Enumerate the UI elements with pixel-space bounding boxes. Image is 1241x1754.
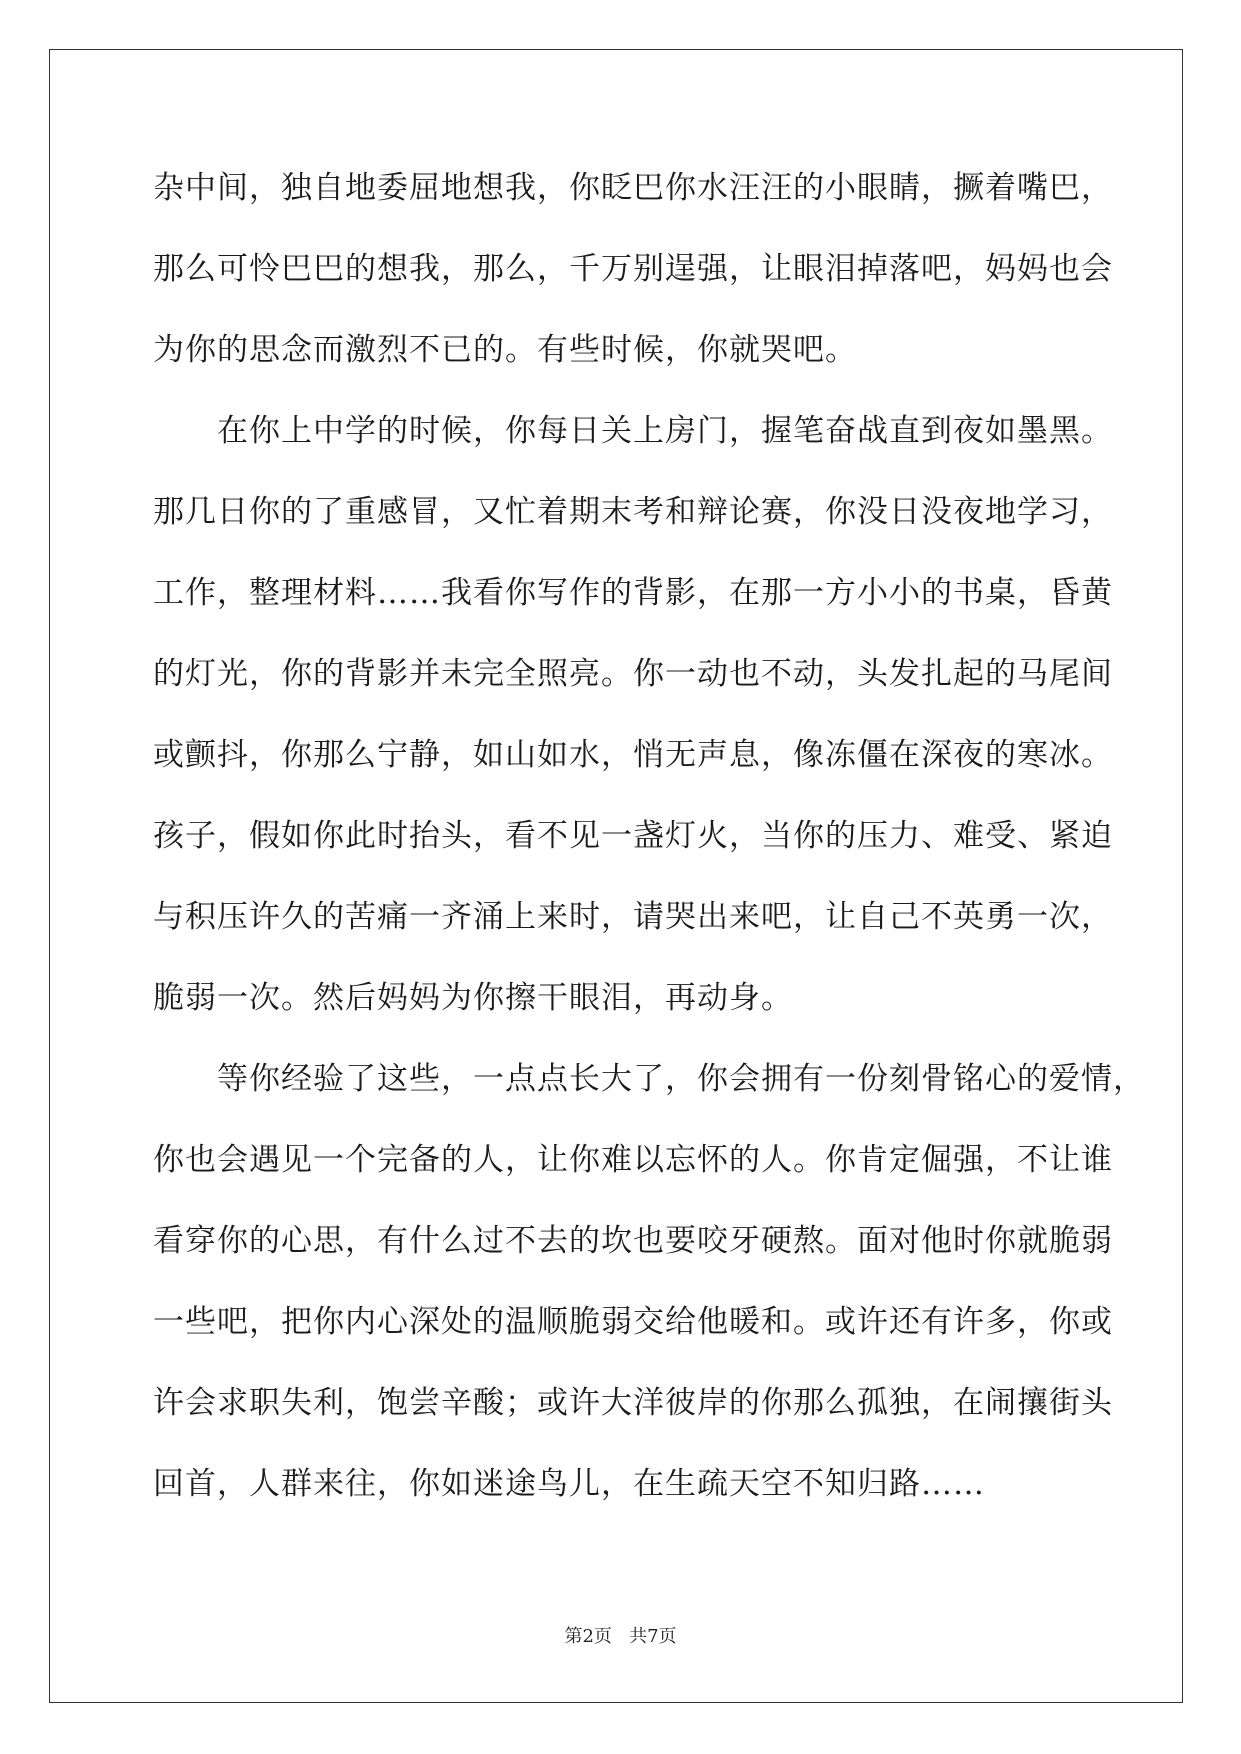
text-line: 为你的思念而激烈不已的。有些时候，你就哭吧。 [153,332,857,368]
text-line: 与积压许久的苦痛一齐涌上来时，请哭出来吧，让自己不英勇一次， [153,899,1113,935]
text-line: 在你上中学的时候，你每日关上房门，握笔奋战直到夜如墨黑。 [153,413,1113,449]
page-total: 共7页 [629,1626,677,1647]
text-line: 看穿你的心思，有什么过不去的坎也要咬牙硬熬。面对他时你就脆弱 [153,1223,1113,1259]
text-line: 回首，人群来往，你如迷途鸟儿，在生疏天空不知归路…… [153,1466,985,1502]
text-line: 工作，整理材料……我看你写作的背影，在那一方小小的书桌，昏黄 [153,575,1113,611]
document-body [153,148,1145,1525]
text-line: 或颤抖，你那么宁静，如山如水，悄无声息，像冻僵在深夜的寒冰。 [153,737,1113,773]
text-line: 等你经验了这些，一点点长大了，你会拥有一份刻骨铭心的爱情， [153,1061,1145,1097]
text-line: 你也会遇见一个完备的人，让你难以忘怀的人。你肯定倔强，不让谁 [153,1142,1113,1178]
text-line: 杂中间，独自地委屈地想我，你眨巴你水汪汪的小眼睛，撅着嘴巴， [153,170,1113,206]
page-footer [0,1625,1241,1649]
text-line: 那几日你的了重感冒，又忙着期末考和辩论赛，你没日没夜地学习， [153,494,1113,530]
text-line: 一些吧，把你内心深处的温顺脆弱交给他暖和。或许还有许多，你或 [153,1304,1113,1340]
text-line: 的灯光，你的背影并未完全照亮。你一动也不动，头发扎起的马尾间 [153,656,1113,692]
text-line: 脆弱一次。然后妈妈为你擦干眼泪，再动身。 [153,980,793,1016]
text-line: 许会求职失利，饱尝辛酸；或许大洋彼岸的你那么孤独，在闹攘街头 [153,1385,1113,1421]
page-number: 第2页 [564,1626,612,1647]
text-line: 那么可怜巴巴的想我，那么，千万别逞强，让眼泪掉落吧，妈妈也会 [153,251,1113,287]
text-line: 孩子，假如你此时抬头，看不见一盏灯火，当你的压力、难受、紧迫 [153,818,1113,854]
